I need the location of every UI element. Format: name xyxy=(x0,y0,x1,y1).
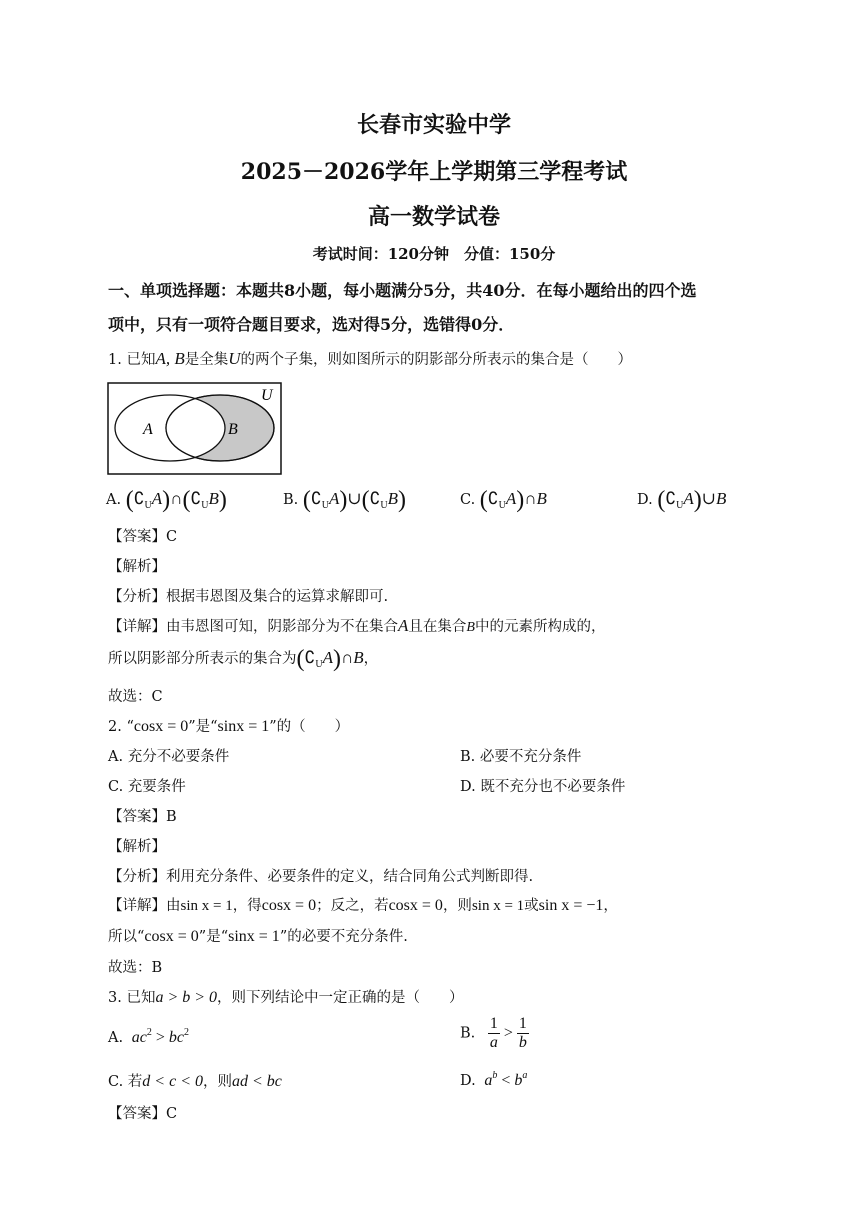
q2-analysis: 【解析】 xyxy=(108,839,166,855)
q2-answer: 【答案】B xyxy=(108,809,177,825)
option-label: B. xyxy=(283,492,299,508)
venn-label-u: U xyxy=(261,387,273,404)
q3-option-d: D. $a^b < b^a$ xyxy=(460,1070,528,1089)
fraction-1-over-a: $\frac{1}{a}$ xyxy=(489,1015,498,1051)
q1-number: 1. 已知 xyxy=(108,352,156,368)
exam-info: 考试时间：120分钟 分值：150分 xyxy=(312,245,556,263)
q2-fenxi: 【分析】利用充分条件、必要条件的定义，结合同角公式判断即得. xyxy=(108,869,534,885)
option-label: A. xyxy=(106,492,122,508)
q3-option-c: C. 若d < c < 0，则ad < bc xyxy=(108,1073,282,1090)
venn-diagram xyxy=(107,382,283,476)
fraction-1-over-b: $\frac{1}{b}$ xyxy=(518,1015,527,1051)
venn-label-a: A xyxy=(143,421,153,438)
q2-option-c: C. 充要条件 xyxy=(108,779,186,795)
q1-universal: U xyxy=(228,349,241,368)
q1-option-a: A. $(∁_UA)\cap(∁_UB)$ xyxy=(106,487,227,513)
q2-stem: 2. “cosx = 0”是“sinx = 1”的（ ） xyxy=(108,718,350,735)
q1-stem xyxy=(108,348,632,369)
q3-option-b: B. $\frac{1}{a}$ > $\frac{1}{b}$ xyxy=(460,1015,527,1051)
q1-tail: 的两个子集，则如图所示的阴影部分所表示的集合是（ ） xyxy=(240,352,633,368)
q2-option-d: D. 既不充分也不必要条件 xyxy=(460,779,626,795)
section-heading-line1: 一、单项选择题：本题共8小题，每小题满分5分，共40分．在每小题给出的四个选 xyxy=(108,281,697,300)
q1-analysis: 【解析】 xyxy=(108,559,166,575)
q2-conclusion: 所以“cosx = 0”是“sinx = 1”的必要不充分条件. xyxy=(108,928,408,945)
q1-conclusion: 所以阴影部分所表示的集合为$(∁_UA)\cap B$， xyxy=(108,646,379,672)
option-label: C. xyxy=(460,492,476,508)
q2-option-b: B. 必要不充分条件 xyxy=(460,749,582,765)
exam-title: 2025－2026学年上学期第三学程考试 xyxy=(240,159,628,185)
q1-sets: A, B xyxy=(155,349,185,368)
section-heading-line2: 项中，只有一项符合题目要求，选对得5分，选错得0分． xyxy=(108,315,515,334)
q1-option-c: C. $(∁_UA)\cap B$ xyxy=(460,487,547,513)
q1-option-d: D. $(∁_UA)\cup B$ xyxy=(637,487,727,513)
q1-choose: 故选：C xyxy=(108,689,163,705)
venn-label-b: B xyxy=(228,421,238,438)
q1-answer: 【答案】C xyxy=(108,529,178,545)
q1-mid: 是全集 xyxy=(184,352,229,368)
school-title: 长春市实验中学 xyxy=(356,112,511,138)
paper-title: 高一数学试卷 xyxy=(367,204,500,230)
q2-option-a: A. 充分不必要条件 xyxy=(108,749,230,765)
q2-choose: 故选：B xyxy=(108,960,163,976)
q1-fenxi: 【分析】根据韦恩图及集合的运算求解即可. xyxy=(108,589,389,605)
q3-stem: 3. 已知a > b > 0，则下列结论中一定正确的是（ ） xyxy=(108,989,464,1006)
q3-answer: 【答案】C xyxy=(108,1106,178,1122)
q3-option-a: A. $ac^2 > bc^2$ xyxy=(108,1027,189,1046)
option-label: D. xyxy=(637,492,653,508)
q2-detail: 【详解】由sin x = 1，得cosx = 0；反之，若cosx = 0，则sin x = 1或sin x = −1， xyxy=(108,897,618,914)
q1-option-b: B. $(∁_UA)\cup(∁_UB)$ xyxy=(283,487,407,513)
q1-detail: 【详解】由韦恩图可知，阴影部分为不在集合A且在集合B中的元素所构成的， xyxy=(108,616,606,635)
